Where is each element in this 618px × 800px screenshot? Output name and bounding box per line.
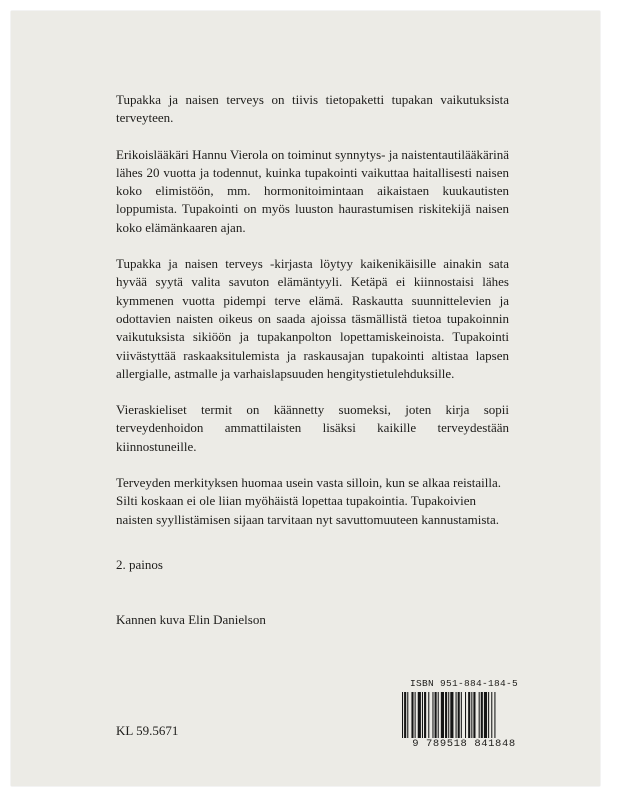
barcode-bar: [461, 692, 462, 740]
barcode-bars-icon: [401, 692, 527, 740]
barcode-bar: [479, 692, 480, 740]
barcode-bar: [471, 692, 472, 740]
blurb-text: [116, 91, 509, 630]
barcode-bar: [465, 692, 466, 740]
barcode-bar: [456, 692, 457, 740]
barcode-bar: [422, 692, 423, 740]
back-cover: [11, 11, 600, 786]
barcode-bar: [428, 692, 429, 740]
cover-image-credit: Kannen kuva Elin Danielson: [116, 612, 266, 628]
barcode-bar: [494, 692, 495, 740]
barcode-bar: [473, 692, 475, 740]
barcode-bar: [481, 692, 483, 740]
library-classification: KL 59.5671: [116, 723, 179, 738]
barcode: [401, 692, 527, 750]
blurb-paragraph-3: Tupakka ja naisen terveys -kirjasta löytyy kaikenikäisille ainakin sata hyvää syytä valita savuton elämäntyyli. Ketäpä ei kiinnostaisi lähes kymmenen vuotta pidempi terve elämä. Raskautta suunnittelevien ja odottavien naisten oikeus on saada ajoissa täsmällistä tietoa tupakoinnin vaikutuksista sikiöön ja tupakanpolton lopettamiskeinoista. Tupakointi viivästyttää raskaaksitulemista ja raskausajan tupakointi altistaa lapsen allergialle, astmalle ja varhaislapsuuden hengitystietulehduksille.: [116, 256, 509, 381]
barcode-bar: [404, 692, 406, 740]
barcode-digits: 9 789518 841848: [401, 738, 527, 750]
barcode-bar: [438, 692, 439, 740]
isbn-label: ISBN 951-884-184-5: [409, 678, 519, 689]
barcode-bar: [418, 692, 421, 740]
barcode-bar: [432, 692, 433, 740]
barcode-bar: [450, 692, 453, 740]
barcode-bar: [402, 692, 403, 740]
barcode-bar: [488, 692, 489, 740]
barcode-bar: [491, 692, 492, 740]
barcode-bar: [424, 692, 426, 740]
isbn-block: [401, 678, 527, 750]
barcode-bar: [445, 692, 447, 740]
blurb-paragraph-2: Erikoislääkäri Hannu Vierola on toiminut synnytys- ja naistentautilääkärinä lähes 20 vuotta ja todennut, kuinka tupakointi vaikuttaa haitallisesti naisen koko elimistöön, mm. hormonitoimintaan aikaistaen kuukautisten loppumista. Tupakointi on myös luuston haurastumisen riskitekijä naisen koko elämänkaaren ajan.: [116, 146, 509, 235]
barcode-bar: [435, 692, 437, 740]
barcode-bar: [484, 692, 487, 740]
barcode-bar: [468, 692, 470, 740]
barcode-bar: [411, 692, 413, 740]
blurb-paragraph-1: Tupakka ja naisen terveys on tiivis tietopaketti tupakan vaikutuksista terveyteen.: [116, 92, 509, 126]
barcode-bar: [415, 692, 416, 740]
edition-note: 2. painos: [116, 556, 163, 572]
barcode-bar: [407, 692, 408, 740]
blurb-paragraph-5: Terveyden merkityksen huomaa usein vasta silloin, kun se alkaa reistailla. Silti koskaan ei ole liian myöhäistä lopettaa tupakointia. Tupakoivien naisten syyllistämisen sijaan tarvitaan nyt savuttomuuteen kannustamista.: [116, 475, 502, 527]
blurb-paragraph-4: Vieraskieliset termit on käännetty suomeksi, joten kirja sopii terveydenhoidon ammattilaisten lisäksi kaikille terveydestään kiinnostuneille.: [116, 402, 509, 454]
barcode-bar: [441, 692, 444, 740]
barcode-bar: [458, 692, 460, 740]
barcode-bar: [448, 692, 449, 740]
